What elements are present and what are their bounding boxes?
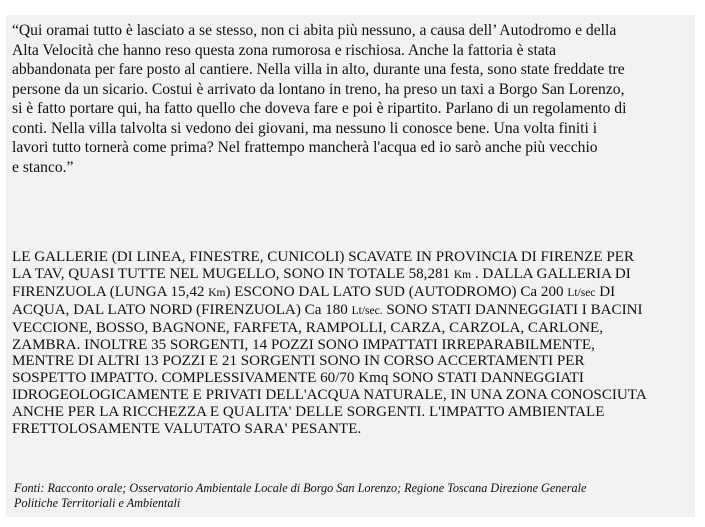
- unit-label: Km: [208, 286, 226, 299]
- unit-label: Km: [453, 268, 472, 281]
- unit-label: Lt/sec: [567, 286, 596, 299]
- quote-line: abbandonata per fare posto al cantiere. Nella villa in alto, durante una festa, sono state freddate tre: [12, 61, 625, 78]
- tav-tunnels-notice: [12, 249, 692, 438]
- sources-footnote: [14, 481, 690, 511]
- notice-line: SOSPETTO IMPATTO. COMPLESSIVAMENTE 60/70 Kmq SONO STATI DANNEGGIATI: [12, 370, 584, 387]
- quote-line: persone da un sicario. Costui è arrivato da lontano in treno, ha preso un taxi a Borgo San Lorenzo,: [12, 80, 625, 98]
- notice-line: MENTRE DI ALTRI 13 POZZI E 21 SORGENTI SONO IN CORSO ACCERTAMENTI PER: [12, 353, 585, 370]
- notice-line: [12, 266, 692, 284]
- notice-text: DI: [595, 283, 616, 300]
- quote-line: conti. Nella villa talvolta si vedono dei giovani, ma nessuno li conosce bene. Una volta finiti i: [12, 119, 598, 137]
- notice-text: FIRENZUOLA (LUNGA 15,42: [12, 283, 209, 300]
- notice-line: [12, 302, 692, 320]
- document-panel: [6, 15, 695, 517]
- notice-text: ) ESCONO DAL LATO SUD (AUTODROMO) Ca 200: [225, 283, 568, 300]
- quote-line: Alta Velocità che hanno reso questa zona rumorosa e rischiosa. Anche la fattoria è stata: [12, 41, 556, 59]
- oral-testimony-quote: [12, 21, 692, 177]
- notice-text: ACQUA, DAL LATO NORD (FIRENZUOLA) Ca 180: [12, 301, 352, 318]
- notice-text: LA TAV, QUASI TUTTE NEL MUGELLO, SONO IN TOTALE 58,281: [12, 265, 454, 282]
- quote-line: e stanco.”: [12, 158, 74, 176]
- sources-line: Politiche Territoriali e Ambientali: [14, 496, 181, 510]
- notice-line: FRETTOLOSAMENTE VALUTATO SARA' PESANTE.: [12, 421, 362, 438]
- notice-line: ANCHE PER LA RICCHEZZA E QUALITA' DELLE SORGENTI. L'IMPATTO AMBIENTALE: [12, 404, 605, 421]
- unit-label: Lt/sec.: [351, 304, 383, 317]
- notice-line: ZAMBRA. INOLTRE 35 SORGENTI, 14 POZZI SONO IMPATTATI IRREPARABILMENTE,: [12, 336, 595, 353]
- notice-line: LE GALLERIE (DI LINEA, FINESTRE, CUNICOLI) SCAVATE IN PROVINCIA DI FIRENZE PER: [12, 249, 635, 265]
- notice-text: SONO STATI DANNEGGIATI I BACINI: [382, 301, 643, 318]
- quote-line: si è fatto portare qui, ha fatto quello che doveva fare e poi è ripartito. Parlano di un regolamento di: [12, 100, 627, 117]
- notice-line: IDROGEOLOGICAMENTE E PRIVATI DELL'ACQUA NATURALE, IN UNA ZONA CONOSCIUTA: [12, 387, 647, 404]
- sources-line: Fonti: Racconto orale; Osservatorio Ambientale Locale di Borgo San Lorenzo; Regione Toscana Direzione Generale: [14, 481, 587, 495]
- quote-line: “Qui oramai tutto è lasciato a se stesso, non ci abita più nessuno, a causa dell’ Autodromo e della: [12, 22, 617, 39]
- notice-line: [12, 284, 692, 302]
- notice-line: VECCIONE, BOSSO, BAGNONE, FARFETA, RAMPOLLI, CARZA, CARZOLA, CARLONE,: [12, 319, 603, 336]
- notice-text: . DALLA GALLERIA DI: [471, 265, 631, 282]
- quote-line: lavori tutto tornerà come prima? Nel frattempo mancherà l'acqua ed io sarò anche più vecchio: [12, 139, 598, 156]
